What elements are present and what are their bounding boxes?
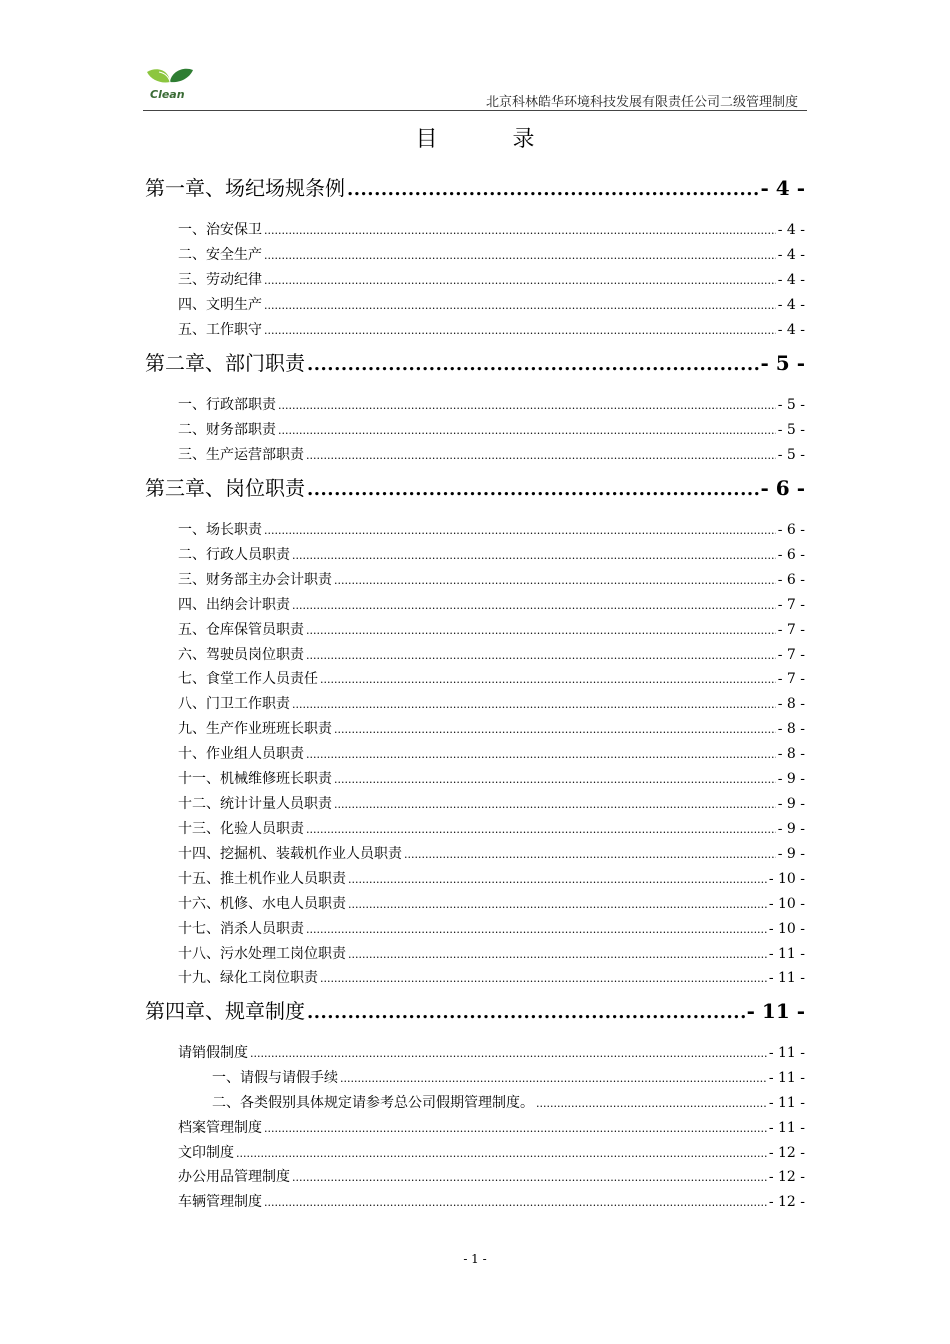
dot-leader xyxy=(292,1171,767,1184)
toc-item-entry[interactable] xyxy=(178,868,805,888)
item-title: 二、行政人员职责 xyxy=(178,547,290,563)
item-title: 十七、消杀人员职责 xyxy=(178,921,304,937)
item-page-number: - 5 - xyxy=(777,397,805,413)
item-page-number: - 10 - xyxy=(768,921,805,937)
item-title: 一、行政部职责 xyxy=(178,397,276,413)
item-title: 二、财务部职责 xyxy=(178,422,276,438)
toc-item-entry[interactable] xyxy=(178,394,805,414)
item-title: 请销假制度 xyxy=(178,1045,248,1061)
toc-item-entry[interactable] xyxy=(178,1117,805,1137)
toc-item-entry[interactable] xyxy=(178,444,805,464)
toc-item-entry[interactable] xyxy=(178,1142,805,1162)
dot-leader xyxy=(250,1047,767,1060)
item-page-number: - 4 - xyxy=(777,222,805,238)
item-page-number: - 7 - xyxy=(777,671,805,687)
item-title: 七、食堂工作人员责任 xyxy=(178,671,318,687)
dot-leader xyxy=(264,224,776,237)
item-page-number: - 5 - xyxy=(777,422,805,438)
item-page-number: - 10 - xyxy=(768,871,805,887)
toc-item-entry[interactable] xyxy=(178,693,805,713)
item-page-number: - 9 - xyxy=(777,846,805,862)
item-page-number: - 9 - xyxy=(777,796,805,812)
dot-leader xyxy=(278,424,776,437)
dot-leader xyxy=(292,549,776,562)
toc-item-entry[interactable] xyxy=(212,1067,805,1087)
item-title: 四、出纳会计职责 xyxy=(178,597,290,613)
item-page-number: - 6 - xyxy=(777,522,805,538)
item-title: 八、门卫工作职责 xyxy=(178,696,290,712)
dot-leader xyxy=(348,948,767,961)
dot-leader xyxy=(340,1072,767,1085)
toc-item-entry[interactable] xyxy=(178,544,805,564)
toc-item-entry[interactable] xyxy=(178,519,805,539)
toc-item-entry[interactable] xyxy=(178,1166,805,1186)
item-page-number: - 9 - xyxy=(777,771,805,787)
item-page-number: - 9 - xyxy=(777,821,805,837)
dot-leader xyxy=(348,873,767,886)
item-title: 办公用品管理制度 xyxy=(178,1169,290,1185)
toc-item-entry[interactable] xyxy=(178,594,805,614)
toc-item-entry[interactable] xyxy=(178,743,805,763)
dot-leader xyxy=(307,354,759,375)
item-page-number: - 8 - xyxy=(777,696,805,712)
item-title: 二、各类假别具体规定请参考总公司假期管理制度。 xyxy=(212,1095,534,1111)
chapter-page-number: - 6 - xyxy=(760,476,805,500)
toc-item-entry[interactable] xyxy=(178,319,805,339)
item-page-number: - 10 - xyxy=(768,896,805,912)
toc-item-entry[interactable] xyxy=(178,569,805,589)
dot-leader xyxy=(334,798,776,811)
toc-chapter-entry[interactable] xyxy=(145,347,805,376)
dot-leader xyxy=(334,723,776,736)
header-divider xyxy=(143,110,807,111)
item-page-number: - 4 - xyxy=(777,272,805,288)
dot-leader xyxy=(306,748,776,761)
toc-item-entry[interactable] xyxy=(178,893,805,913)
toc-item-entry[interactable] xyxy=(178,1042,805,1062)
item-title: 二、安全生产 xyxy=(178,247,262,263)
dot-leader xyxy=(306,649,776,662)
toc-item-entry[interactable] xyxy=(178,793,805,813)
company-title: 北京科林皓华环境科技发展有限责任公司二级管理制度 xyxy=(485,95,798,110)
dot-leader xyxy=(307,1002,745,1023)
item-page-number: - 8 - xyxy=(777,721,805,737)
dot-leader xyxy=(264,1196,767,1209)
company-logo xyxy=(143,66,198,104)
dot-leader xyxy=(334,574,776,587)
item-page-number: - 12 - xyxy=(768,1145,805,1161)
item-title: 十三、化验人员职责 xyxy=(178,821,304,837)
toc-item-entry[interactable] xyxy=(178,967,805,987)
page-number: - 1 - xyxy=(463,1252,487,1266)
chapter-title: 第二章、部门职责 xyxy=(145,351,305,375)
chapter-title: 第一章、场纪场规条例 xyxy=(145,176,345,200)
toc-item-entry[interactable] xyxy=(178,644,805,664)
item-page-number: - 11 - xyxy=(768,1095,805,1111)
item-title: 五、工作职守 xyxy=(178,322,262,338)
chapter-title: 第四章、规章制度 xyxy=(145,999,305,1023)
dot-leader xyxy=(264,1122,767,1135)
dot-leader xyxy=(306,624,776,637)
chapter-page-number: - 5 - xyxy=(760,351,805,375)
dot-leader xyxy=(264,274,776,287)
chapter-title: 第三章、岗位职责 xyxy=(145,476,305,500)
item-page-number: - 4 - xyxy=(777,322,805,338)
item-title: 车辆管理制度 xyxy=(178,1194,262,1210)
toc-item-entry[interactable] xyxy=(178,918,805,938)
item-title: 一、请假与请假手续 xyxy=(212,1070,338,1086)
item-page-number: - 6 - xyxy=(777,547,805,563)
dot-leader xyxy=(292,698,776,711)
toc-item-entry[interactable] xyxy=(178,244,805,264)
item-title: 三、劳动纪律 xyxy=(178,272,262,288)
item-title: 十五、推土机作业人员职责 xyxy=(178,871,346,887)
item-title: 三、财务部主办会计职责 xyxy=(178,572,332,588)
item-page-number: - 12 - xyxy=(768,1194,805,1210)
item-page-number: - 7 - xyxy=(777,597,805,613)
toc-item-entry[interactable] xyxy=(178,768,805,788)
item-title: 四、文明生产 xyxy=(178,297,262,313)
item-title: 三、生产运营部职责 xyxy=(178,447,304,463)
logo-text: Clean xyxy=(150,88,185,101)
item-page-number: - 11 - xyxy=(768,1120,805,1136)
item-page-number: - 6 - xyxy=(777,572,805,588)
item-title: 十二、统计计量人员职责 xyxy=(178,796,332,812)
item-title: 十六、机修、水电人员职责 xyxy=(178,896,346,912)
toc-chapter-entry[interactable] xyxy=(145,995,805,1024)
item-page-number: - 5 - xyxy=(777,447,805,463)
item-title: 十四、挖掘机、装载机作业人员职责 xyxy=(178,846,402,862)
dot-leader xyxy=(278,399,776,412)
item-title: 文印制度 xyxy=(178,1145,234,1161)
item-page-number: - 4 - xyxy=(777,297,805,313)
item-title: 十八、污水处理工岗位职责 xyxy=(178,946,346,962)
dot-leader xyxy=(264,524,776,537)
toc-item-entry[interactable] xyxy=(178,269,805,289)
chapter-page-number: - 11 - xyxy=(746,999,805,1023)
dot-leader xyxy=(347,179,759,200)
item-title: 十一、机械维修班长职责 xyxy=(178,771,332,787)
dot-leader xyxy=(264,249,776,262)
dot-leader xyxy=(306,823,776,836)
dot-leader xyxy=(236,1147,767,1160)
dot-leader xyxy=(306,449,776,462)
item-page-number: - 8 - xyxy=(777,746,805,762)
item-page-number: - 11 - xyxy=(768,1045,805,1061)
item-title: 九、生产作业班班长职责 xyxy=(178,721,332,737)
dot-leader xyxy=(348,898,767,911)
dot-leader xyxy=(306,923,767,936)
item-title: 一、场长职责 xyxy=(178,522,262,538)
dot-leader xyxy=(292,599,776,612)
item-title: 五、仓库保管员职责 xyxy=(178,622,304,638)
toc-item-entry[interactable] xyxy=(178,219,805,239)
toc-item-entry[interactable] xyxy=(178,718,805,738)
toc-item-entry[interactable] xyxy=(178,294,805,314)
toc-item-entry[interactable] xyxy=(178,843,805,863)
dot-leader xyxy=(320,673,776,686)
dot-leader xyxy=(307,479,759,500)
item-page-number: - 11 - xyxy=(768,970,805,986)
item-page-number: - 11 - xyxy=(768,1070,805,1086)
toc-item-entry[interactable] xyxy=(178,1191,805,1211)
chapter-page-number: - 4 - xyxy=(760,176,805,200)
item-page-number: - 7 - xyxy=(777,622,805,638)
item-title: 档案管理制度 xyxy=(178,1120,262,1136)
leaf-logo-icon xyxy=(143,66,198,104)
dot-leader xyxy=(264,299,776,312)
toc-item-entry[interactable] xyxy=(212,1092,805,1112)
toc-item-entry[interactable] xyxy=(178,419,805,439)
toc-title: 目 录 xyxy=(415,127,569,152)
item-title: 一、治安保卫 xyxy=(178,222,262,238)
toc-item-entry[interactable] xyxy=(178,668,805,688)
toc-item-entry[interactable] xyxy=(178,943,805,963)
toc-item-entry[interactable] xyxy=(178,818,805,838)
toc-item-entry[interactable] xyxy=(178,619,805,639)
dot-leader xyxy=(536,1097,767,1110)
item-page-number: - 11 - xyxy=(768,946,805,962)
dot-leader xyxy=(334,773,776,786)
dot-leader xyxy=(264,324,776,337)
item-page-number: - 12 - xyxy=(768,1169,805,1185)
item-title: 十、作业组人员职责 xyxy=(178,746,304,762)
dot-leader xyxy=(404,848,776,861)
dot-leader xyxy=(320,972,767,985)
item-title: 六、驾驶员岗位职责 xyxy=(178,647,304,663)
item-page-number: - 4 - xyxy=(777,247,805,263)
toc-chapter-entry[interactable] xyxy=(145,472,805,501)
item-page-number: - 7 - xyxy=(777,647,805,663)
item-title: 十九、绿化工岗位职责 xyxy=(178,970,318,986)
toc-chapter-entry[interactable] xyxy=(145,172,805,201)
